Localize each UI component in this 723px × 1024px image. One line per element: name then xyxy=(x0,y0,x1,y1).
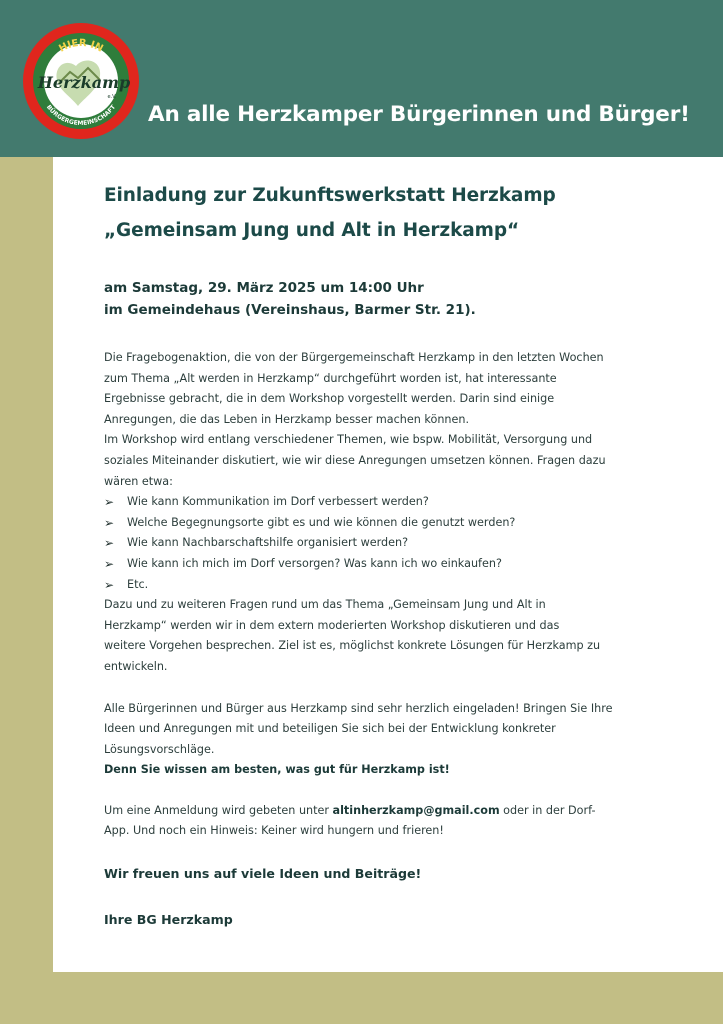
arrow-bullet-icon: ➢ xyxy=(104,495,115,510)
logo-text-top: HIER IN xyxy=(57,37,105,55)
list-item-text: Etc. xyxy=(127,577,149,591)
discussion-line: entwickeln. xyxy=(104,659,168,673)
event-date: am Samstag, 29. März 2025 um 14:00 Uhr xyxy=(104,280,424,296)
event-details xyxy=(104,277,644,321)
logo-name: Herzkamp xyxy=(37,73,131,92)
header-title: An alle Herzkamper Bürgerinnen und Bürger! xyxy=(148,102,690,127)
registration-prefix: Um eine Anmeldung wird gebeten unter xyxy=(104,803,333,817)
discussion-line: Herzkamp“ werden wir in dem extern moderierten Workshop diskutieren und das xyxy=(104,618,560,632)
list-item xyxy=(104,492,644,513)
letter-content xyxy=(104,183,644,930)
arrow-bullet-icon: ➢ xyxy=(104,515,115,530)
signature: Ihre BG Herzkamp xyxy=(104,912,233,928)
list-item-text: Wie kann ich mich im Dorf versorgen? Was kann ich wo einkaufen? xyxy=(127,556,502,570)
intro-line: Ergebnisse gebracht, die in dem Workshop vorgestellt werden. Darin sind einige xyxy=(104,392,555,406)
list-item xyxy=(104,554,644,575)
arrow-bullet-icon: ➢ xyxy=(104,536,115,551)
registration-line-2: App. Und noch ein Hinweis: Keiner wird hungern und frieren! xyxy=(104,824,444,838)
welcome-line: Lösungsvorschläge. xyxy=(104,742,215,756)
welcome-line: Alle Bürgerinnen und Bürger aus Herzkamp sind sehr herzlich eingeladen! Bringen Sie Ihre xyxy=(104,701,613,715)
intro-line: Anregungen, die das Leben in Herzkamp besser machen können. xyxy=(104,412,470,426)
intro-paragraph xyxy=(104,348,644,842)
registration-suffix: oder in der Dorf- xyxy=(499,803,596,817)
intro-line: Im Workshop wird entlang verschiedener Themen, wie bspw. Mobilität, Versorgung und xyxy=(104,433,593,447)
welcome-line: Ideen und Anregungen mit und beteiligen Sie sich bei der Entwicklung konkreter xyxy=(104,722,556,736)
logo-text-bottom: BÜRGERGEMEINSCHAFT xyxy=(44,103,118,127)
event-location: im Gemeindehaus (Vereinshaus, Barmer Str. 21). xyxy=(104,302,476,318)
herzkamp-logo xyxy=(22,22,140,140)
closing-sentence: Wir freuen uns auf viele Ideen und Beiträge! xyxy=(104,866,422,882)
intro-line: wären etwa: xyxy=(104,474,173,488)
header-band xyxy=(0,0,723,157)
highlight-sentence: Denn Sie wissen am besten, was gut für Herzkamp ist! xyxy=(104,763,450,777)
question-list xyxy=(104,492,644,595)
arrow-bullet-icon: ➢ xyxy=(104,556,115,571)
list-item-text: Wie kann Nachbarschaftshilfe organisiert werden? xyxy=(127,536,409,550)
invitation-subtitle: „Gemeinsam Jung und Alt in Herzkamp“ xyxy=(104,220,520,241)
email-address: altinherzkamp@gmail.com xyxy=(332,803,500,817)
discussion-line: Dazu und zu weiteren Fragen rund um das Thema „Gemeinsam Jung und Alt in xyxy=(104,598,546,612)
intro-line: Die Fragebogenaktion, die von der Bürgergemeinschaft Herzkamp in den letzten Wochen xyxy=(104,351,604,364)
logo-suffix: e.V. xyxy=(107,94,117,100)
registration-line xyxy=(104,801,644,822)
invitation-title: Einladung zur Zukunftswerkstatt Herzkamp xyxy=(104,185,556,206)
list-item xyxy=(104,575,644,596)
list-item-text: Welche Begegnungsorte gibt es und wie können die genutzt werden? xyxy=(127,515,516,529)
arrow-bullet-icon: ➢ xyxy=(104,577,115,592)
list-item-text: Wie kann Kommunikation im Dorf verbessert werden? xyxy=(127,495,429,509)
discussion-line: weitere Vorgehen besprechen. Ziel ist es, möglichst konkrete Lösungen für Herzkamp zu xyxy=(104,639,601,653)
list-item xyxy=(104,533,644,554)
intro-line: zum Thema „Alt werden in Herzkamp“ durchgeführt worden ist, hat interessante xyxy=(104,371,557,385)
intro-line: soziales Miteinander diskutiert, wie wir diese Anregungen umsetzen können. Fragen dazu xyxy=(104,453,606,467)
list-item xyxy=(104,513,644,534)
